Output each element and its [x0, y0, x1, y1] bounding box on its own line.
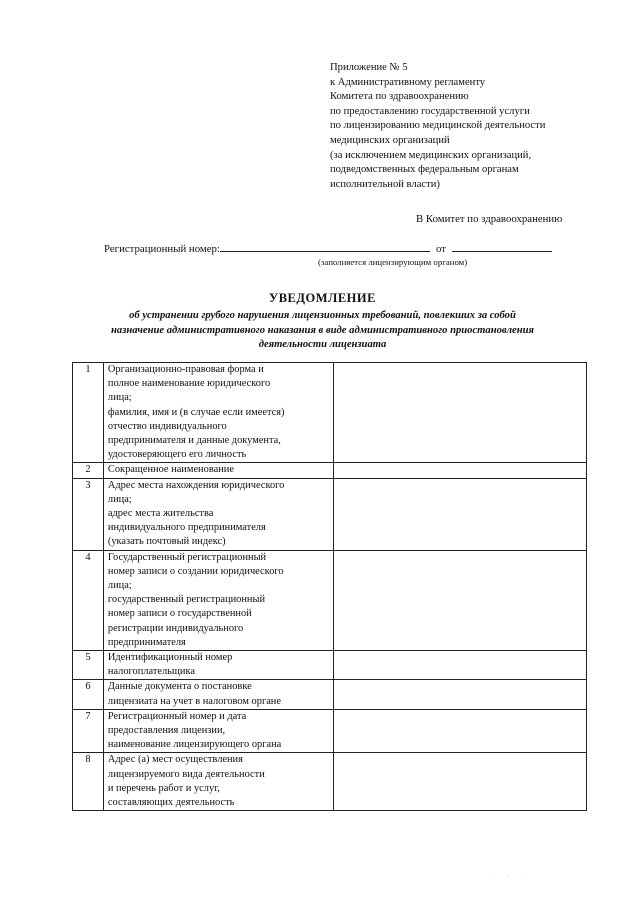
row-value-field[interactable] [333, 651, 586, 680]
row-label-line: Адрес (а) мест осуществления [107, 754, 243, 766]
notification-form-table [72, 362, 587, 811]
row-number: 8 [73, 753, 104, 811]
row-label-line: индивидуального предпринимателя [107, 522, 266, 534]
table-row [73, 363, 587, 463]
appendix-line: Приложение № 5 [330, 62, 408, 73]
registration-number-field[interactable] [220, 241, 430, 252]
table-row [73, 463, 587, 478]
row-label-line: полное наименование юридического [107, 378, 271, 390]
appendix-line: исполнительной власти) [330, 178, 440, 190]
appendix-line: подведомственных федеральным органам [330, 164, 519, 176]
row-label-line: номер записи о государственной [107, 608, 252, 620]
document-title: УВЕДОМЛЕНИЕ [269, 291, 376, 305]
row-label-line: номер записи о создании юридического [107, 565, 284, 577]
row-label [103, 709, 333, 753]
row-label-line: предпринимателя [107, 636, 186, 648]
row-number: 5 [73, 651, 104, 680]
row-label-line: отчество индивидуального [107, 420, 227, 432]
document-subtitle-line: деятельности лицензиата [258, 339, 387, 350]
row-number: 4 [73, 550, 104, 650]
row-label-line: Регистрационный номер и дата [107, 710, 247, 722]
registration-date-field[interactable] [452, 241, 552, 252]
row-label-line: и перечень работ и услуг, [107, 782, 220, 794]
row-label-line: предоставления лицензии, [107, 725, 226, 737]
row-label-line: наименование лицензирующего органа [107, 739, 282, 751]
row-value-field[interactable] [333, 478, 586, 550]
row-value-field[interactable] [333, 550, 586, 650]
row-label-line: адрес места жительства [107, 508, 214, 520]
row-number: 1 [73, 363, 104, 463]
document-subtitle-line: об устранении грубого нарушения лицензионных требований, повлекших за собой [129, 310, 516, 321]
row-number: 6 [73, 680, 104, 709]
table-row [73, 753, 587, 811]
appendix-line: (за исключением медицинских организаций, [330, 149, 532, 161]
row-label-line: лица; [107, 392, 132, 404]
row-label-line: налогоплательщика [107, 666, 195, 678]
row-label-line: государственный регистрационный [107, 594, 266, 606]
appendix-line: по предоставлению государственной услуги [330, 105, 530, 117]
row-label-line: Государственный регистрационный [107, 551, 267, 563]
registration-from-label: от [435, 243, 446, 255]
row-number: 7 [73, 709, 104, 753]
addressee: В Комитет по здравоохранению [416, 213, 563, 225]
table-row [73, 709, 587, 753]
row-label-line: фамилия, имя и (в случае если имеется) [107, 406, 285, 418]
row-label [103, 550, 333, 650]
registration-hint: (заполняется лицензирующим органом) [318, 257, 468, 267]
row-value-field[interactable] [333, 463, 586, 478]
row-number: 2 [73, 463, 104, 478]
document-heading [60, 291, 585, 353]
row-label-line: Идентификационный номер [107, 652, 233, 664]
table-row [73, 478, 587, 550]
row-label [103, 478, 333, 550]
row-label-line: предпринимателя и данные документа, [107, 435, 281, 447]
registration-line [104, 241, 574, 255]
appendix-block [330, 61, 620, 192]
registration-label: Регистрационный номер: [104, 243, 220, 255]
row-label [103, 680, 333, 709]
scan-marks: · · · [492, 874, 531, 880]
row-label-line: Данные документа о постановке [107, 681, 252, 693]
table-row [73, 680, 587, 709]
row-label-line: удостоверяющего его личность [107, 449, 247, 461]
row-label [103, 651, 333, 680]
appendix-line: по лицензированию медицинской деятельности [330, 120, 546, 132]
table-row [73, 550, 587, 650]
row-label [103, 753, 333, 811]
row-label-line: (указать почтовый индекс) [107, 536, 226, 548]
table-row [73, 651, 587, 680]
row-label-line: составляющих деятельность [107, 797, 235, 809]
document-subtitle-line: назначение административного наказания в виде административного приостановления [111, 324, 534, 336]
appendix-line: Комитета по здравоохранению [330, 91, 469, 103]
row-value-field[interactable] [333, 363, 586, 463]
row-label-line: регистрации индивидуального [107, 622, 244, 634]
row-label-line: лицензируемого вида деятельности [107, 768, 265, 780]
row-value-field[interactable] [333, 680, 586, 709]
row-label [103, 363, 333, 463]
row-label-line: Сокращенное наименование [107, 464, 234, 476]
row-label-line: лицензиата на учет в налоговом органе [107, 695, 281, 707]
appendix-line: медицинских организаций [330, 134, 450, 146]
row-value-field[interactable] [333, 753, 586, 811]
row-label-line: лица; [107, 580, 132, 592]
appendix-line: к Административному регламенту [330, 76, 486, 88]
row-label-line: Организационно-правовая форма и [107, 364, 264, 375]
row-label-line: лица; [107, 493, 132, 505]
row-value-field[interactable] [333, 709, 586, 753]
row-number: 3 [73, 478, 104, 550]
row-label [103, 463, 333, 478]
row-label-line: Адрес места нахождения юридического [107, 479, 285, 491]
